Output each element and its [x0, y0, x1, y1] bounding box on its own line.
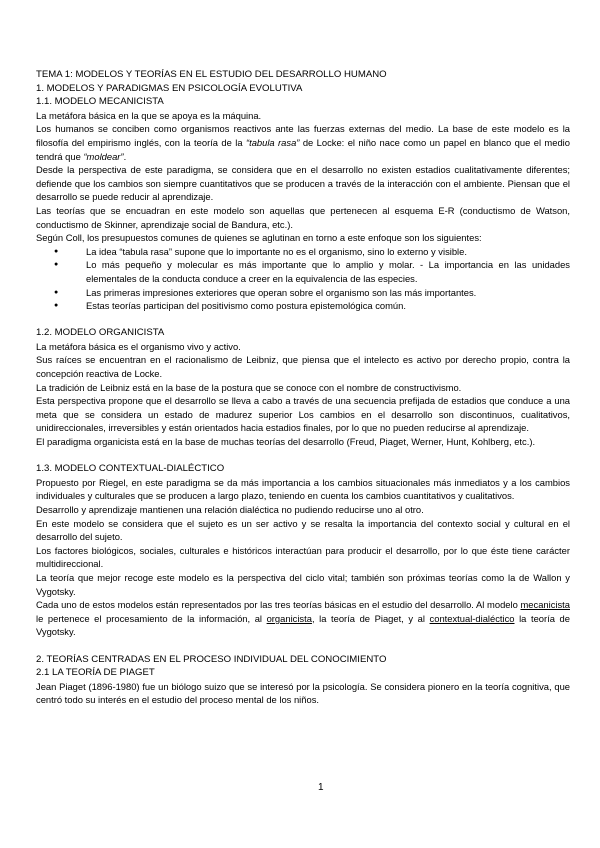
section-heading-2: 2. TEORÍAS CENTRADAS EN EL PROCESO INDIVIDUAL DEL CONOCIMIENTO — [36, 653, 387, 665]
paragraph: Sus raíces se encuentran en el racionalismo de Leibniz, que piensa que el intelecto es activo por derecho propio, contra la concepción reactiva de Locke. — [36, 354, 570, 380]
paragraph: Esta perspectiva propone que el desarrollo se lleva a cabo a través de una secuencia prefijada de estadios que conduce a una meta que se considera un estado de madurez superior Los cambios en el desarrollo son discontinuos, cualitativos, unidireccionales, irreversibles y están orientados hacia estadios finales, por lo que no pueden reducirse al aprendizaje. — [36, 395, 570, 434]
subsection-heading-1-1: 1.1. MODELO MECANICISTA — [36, 96, 164, 108]
paragraph: Las teorías que se encuadran en este modelo son aquellas que pertenecen al esquema E-R (conductismo de Watson, conductismo de Skinner, aprendizaje social de Bandura, etc.). — [36, 204, 570, 230]
list-item: ● Las primeras impresiones exteriores que operan sobre el organismo son las más importantes. — [86, 286, 570, 300]
paragraph: Desde la perspectiva de este paradigma, se considera que en el desarrollo no existen estadios cualitativamente diferentes; defiende que los cambios son siempre cuantitativos que se producen a través de la interacción con el ambiente. Piensan que el desarrollo se puede reducir al aprendizaje. — [36, 164, 570, 203]
paragraph: La tradición de Leibniz está en la base de la postura que se conoce con el nombre de constructivismo. — [36, 381, 462, 393]
paragraph: Los humanos se conciben como organismos reactivos ante las fuerzas externas del medio. La base de este modelo es la filosofía del empirismo inglés, con la teoría de la “tabula rasa” de Locke: el niño nace como un papel en blanco que el medio tendrá que “moldear”. — [36, 123, 570, 162]
paragraph: Jean Piaget (1896-1980) fue un biólogo suizo que se interesó por la psicología. Se considera pionero en la teoría cognitiva, que centró todo su interés en el estudio del proceso mental de los niños. — [36, 680, 570, 706]
paragraph: Según Coll, los presupuestos comunes de quienes se aglutinan en torno a este enfoque son los siguientes: — [36, 232, 482, 244]
subsection-heading-1-3: 1.3. MODELO CONTEXTUAL-DIALÉCTICO — [36, 463, 225, 475]
paragraph: Los factores biológicos, sociales, culturales e históricos interactúan para producir el desarrollo, por lo que éste tiene carácter multidireccional. — [36, 544, 570, 570]
document-page — [36, 68, 570, 707]
paragraph: La teoría que mejor recoge este modelo es la perspectiva del ciclo vital; también son próximas teorías como la de Wallon y Vygotsky. — [36, 571, 570, 597]
paragraph: El paradigma organicista está en la base de muchas teorías del desarrollo (Freud, Piaget, Werner, Hunt, Kohlberg, etc.). — [36, 436, 536, 448]
document-title: TEMA 1: MODELOS Y TEORÍAS EN EL ESTUDIO DEL DESARROLLO HUMANO — [36, 69, 387, 80]
bullet-list — [36, 245, 570, 313]
page-number: 1 — [318, 782, 324, 793]
section-heading-1: 1. MODELOS Y PARADIGMAS EN PSICOLOGÍA EVOLUTIVA — [36, 82, 303, 94]
paragraph: La metáfora básica es el organismo vivo y activo. — [36, 340, 241, 352]
paragraph: Propuesto por Riegel, en este paradigma se da más importancia a los cambios situacionales más inmediatos y a los cambios individuales y culturales que se producen a largo plazo, teniendo en cuenta los cambios cuantitativos y cualitativos. — [36, 476, 570, 502]
paragraph: La metáfora básica en la que se apoya es la máquina. — [36, 109, 262, 121]
paragraph: Cada uno de estos modelos están representados por las tres teorías básicas en el estudio del desarrollo. Al modelo mecanicista le pertenece el procesamiento de la información, al organicista, la teoría de Piaget, y al contextual-dialéctico la teoría de Vygotsky. — [36, 599, 570, 638]
list-item: ● La idea “tabula rasa” supone que lo importante no es el organismo, sino lo externo y visible. — [86, 245, 570, 259]
list-item: ● Lo más pequeño y molecular es más importante que lo amplio y molar. - La importancia en las unidades elementales de la conducta conduce a creer en la equivalencia de las especies. — [86, 258, 570, 285]
list-item: ● Estas teorías participan del positivismo como postura epistemológica común. — [86, 299, 570, 313]
paragraph: En este modelo se considera que el sujeto es un ser activo y se resalta la importancia del contexto social y cultural en el desarrollo del sujeto. — [36, 517, 570, 543]
paragraph: Desarrollo y aprendizaje mantienen una relación dialéctica no pudiendo reducirse uno al otro. — [36, 504, 424, 515]
subsection-heading-1-2: 1.2. MODELO ORGANICISTA — [36, 327, 165, 339]
subsection-heading-2-1: 2.1 LA TEORÍA DE PIAGET — [36, 667, 155, 679]
